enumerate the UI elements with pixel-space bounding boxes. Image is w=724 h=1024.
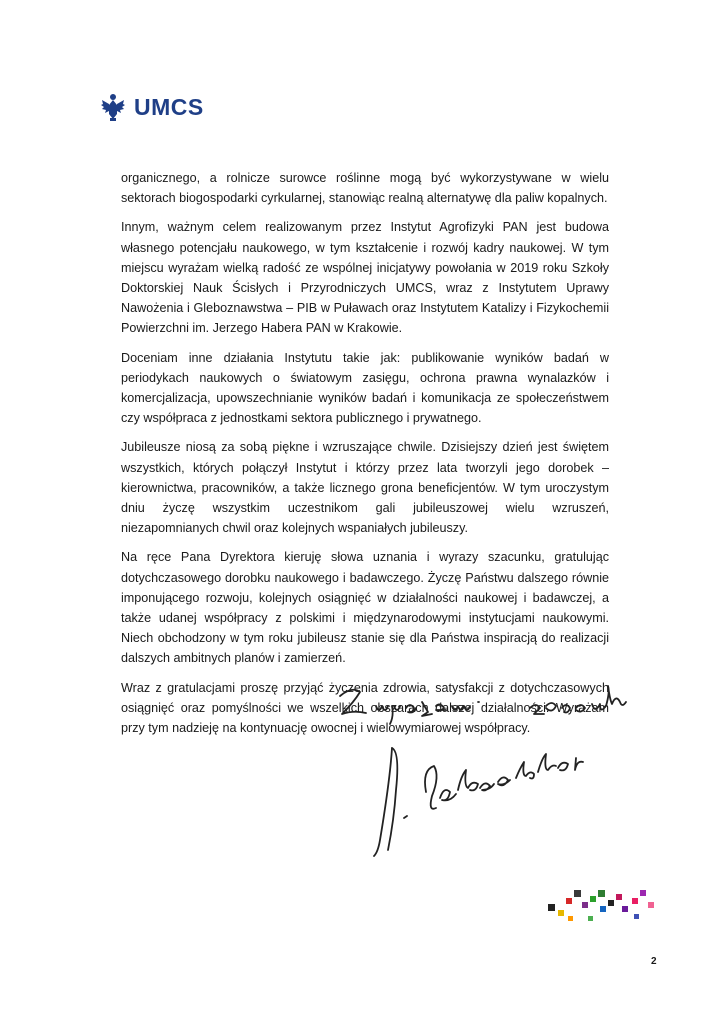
paragraph: Doceniam inne działania Instytutu takie jak: publikowanie wyników badań w periodykach naukowych o światowym zasięgu, ochrona prawna wynalazków i komercjalizacja, upowszechnianie wyników badań i komunikacja ze społeczeństwem czy współpraca z jednostkami sektora publicznego i prywatnego. bbox=[121, 350, 609, 426]
logo-text: UMCS bbox=[134, 93, 204, 120]
page-number: 2 bbox=[651, 956, 657, 967]
paragraph: Na ręce Pana Dyrektora kieruję słowa uznania i wyrazy szacunku, gratulując dotychczasowego dorobku naukowego i badawczego. Życzę Państwu dalszego równie imponującego rozwoju, kolejnych osiągnięć w działalności naukowej i badawczej, a także udanej współpracy z polskimi i międzynarodowymi instytucjami naukowymi. Niech obchodzony w tym roku jubileusz stanie się dla Państwa inspiracją do realizacji dalszych ambitnych planów i zamierzeń. bbox=[121, 550, 609, 666]
paragraph: Wraz z gratulacjami proszę przyjąć życzenia zdrowia, satysfakcji z dotychczasowych osiągnięć oraz pomyślności we wszelkich obszarach dalszej działalności. Wyrażam przy tym nadzieję na kontynuację owocnej i wielowymiarowej współpracy. bbox=[121, 680, 609, 736]
decorative-pixel-mosaic bbox=[548, 888, 668, 928]
paragraph: Jubileusze niosą za sobą piękne i wzruszające chwile. Dzisiejszy dzień jest świętem wszystkich, których połączył Instytut i którzy przez lata tworzyli jego dorobek – kierownictwa, pracowników, a także licznego grona beneficjentów. W tym uroczystym dniu życzę wszystkim uczestnikom gali jubileuszowej wielu wzruszeń, niezapomnianych chwil oraz kolejnych wspaniałych jubileuszy. bbox=[121, 440, 609, 536]
paragraph: Innym, ważnym celem realizowanym przez Instytut Agrofizyki PAN jest budowa własnego potencjału naukowego, w tym kształcenie i rozwój kadry naukowej. W tym miejscu wyrażam wielką radość ze wspólnej inicjatywy powołania w 2019 roku Szkoły Doktorskiej Nauk Ścisłych i Przyrodniczych UMCS, wraz z Instytutem Uprawy Nawożenia i Gleboznawstwa – PIB w Puławach oraz Instytutem Katalizy i Fizykochemii Powierzchni im. Jerzego Habera PAN w Krakowie. bbox=[121, 220, 609, 336]
letter-body bbox=[121, 168, 609, 747]
paragraph: organicznego, a rolnicze surowce roślinne mogą być wykorzystywane w wielu sektorach biogospodarki cyrkularnej, stanowiąc realną alternatywę dla paliw kopalnych. bbox=[121, 171, 609, 206]
handwritten-signature bbox=[330, 680, 670, 870]
umcs-logo bbox=[100, 92, 204, 122]
eagle-emblem-icon bbox=[100, 92, 126, 122]
